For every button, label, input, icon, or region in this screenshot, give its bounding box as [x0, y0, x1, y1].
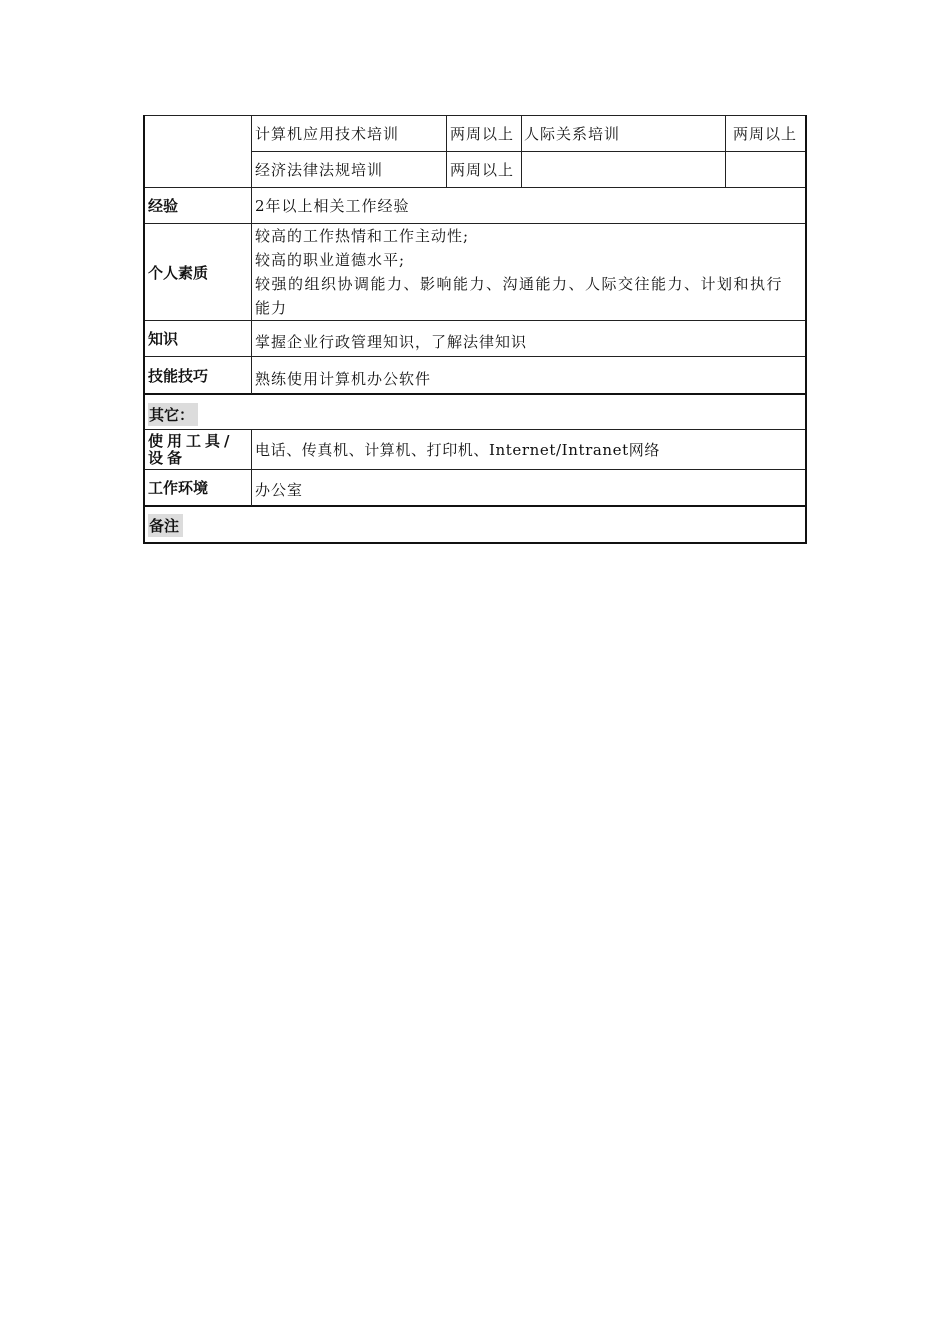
- qualities-label: 个人素质: [148, 263, 209, 282]
- other-section-label: [145, 395, 805, 429]
- experience-value: 2年以上相关工作经验: [255, 197, 410, 215]
- knowledge-label: 知识: [148, 330, 179, 348]
- qualities-line: 能力: [255, 299, 288, 317]
- training-duration-cell: 两周以上: [733, 125, 798, 143]
- environment-value: 办公室: [255, 481, 304, 499]
- training-course-cell: 人际关系培训: [524, 125, 621, 143]
- tools-label: 使用工具/设备: [148, 431, 234, 467]
- skills-value: 熟练使用计算机办公软件: [255, 369, 432, 388]
- training-course-cell: [521, 152, 725, 187]
- table-rule: [805, 115, 807, 544]
- training-course-cell: 计算机应用技术培训: [255, 125, 400, 143]
- remarks-section: [145, 507, 805, 542]
- training-duration-cell: 两周以上: [450, 161, 515, 179]
- skills-label: 技能技巧: [148, 366, 209, 385]
- qualities-value: [251, 224, 805, 320]
- experience-label: 经验: [148, 197, 179, 215]
- job-description-table: [143, 115, 807, 544]
- qualities-line: 较强的组织协调能力、影响能力、沟通能力、人际交往能力、计划和执行: [255, 275, 784, 293]
- knowledge-value: 掌握企业行政管理知识，了解法律知识: [255, 333, 528, 351]
- qualities-line: 较高的工作热情和工作主动性;: [255, 227, 470, 245]
- training-duration-cell: [725, 152, 805, 187]
- table-rule: [143, 542, 807, 544]
- training-duration-cell: 两周以上: [450, 125, 515, 143]
- other-label-text: 其它：: [148, 403, 198, 426]
- environment-label: 工作环境: [148, 479, 209, 497]
- tools-value: 电话、传真机、计算机、打印机、Internet/Intranet网络: [255, 441, 660, 459]
- training-course-cell: 经济法律法规培训: [255, 161, 384, 179]
- remarks-label: 备注: [148, 514, 183, 537]
- qualities-line: 较高的职业道德水平;: [255, 251, 406, 269]
